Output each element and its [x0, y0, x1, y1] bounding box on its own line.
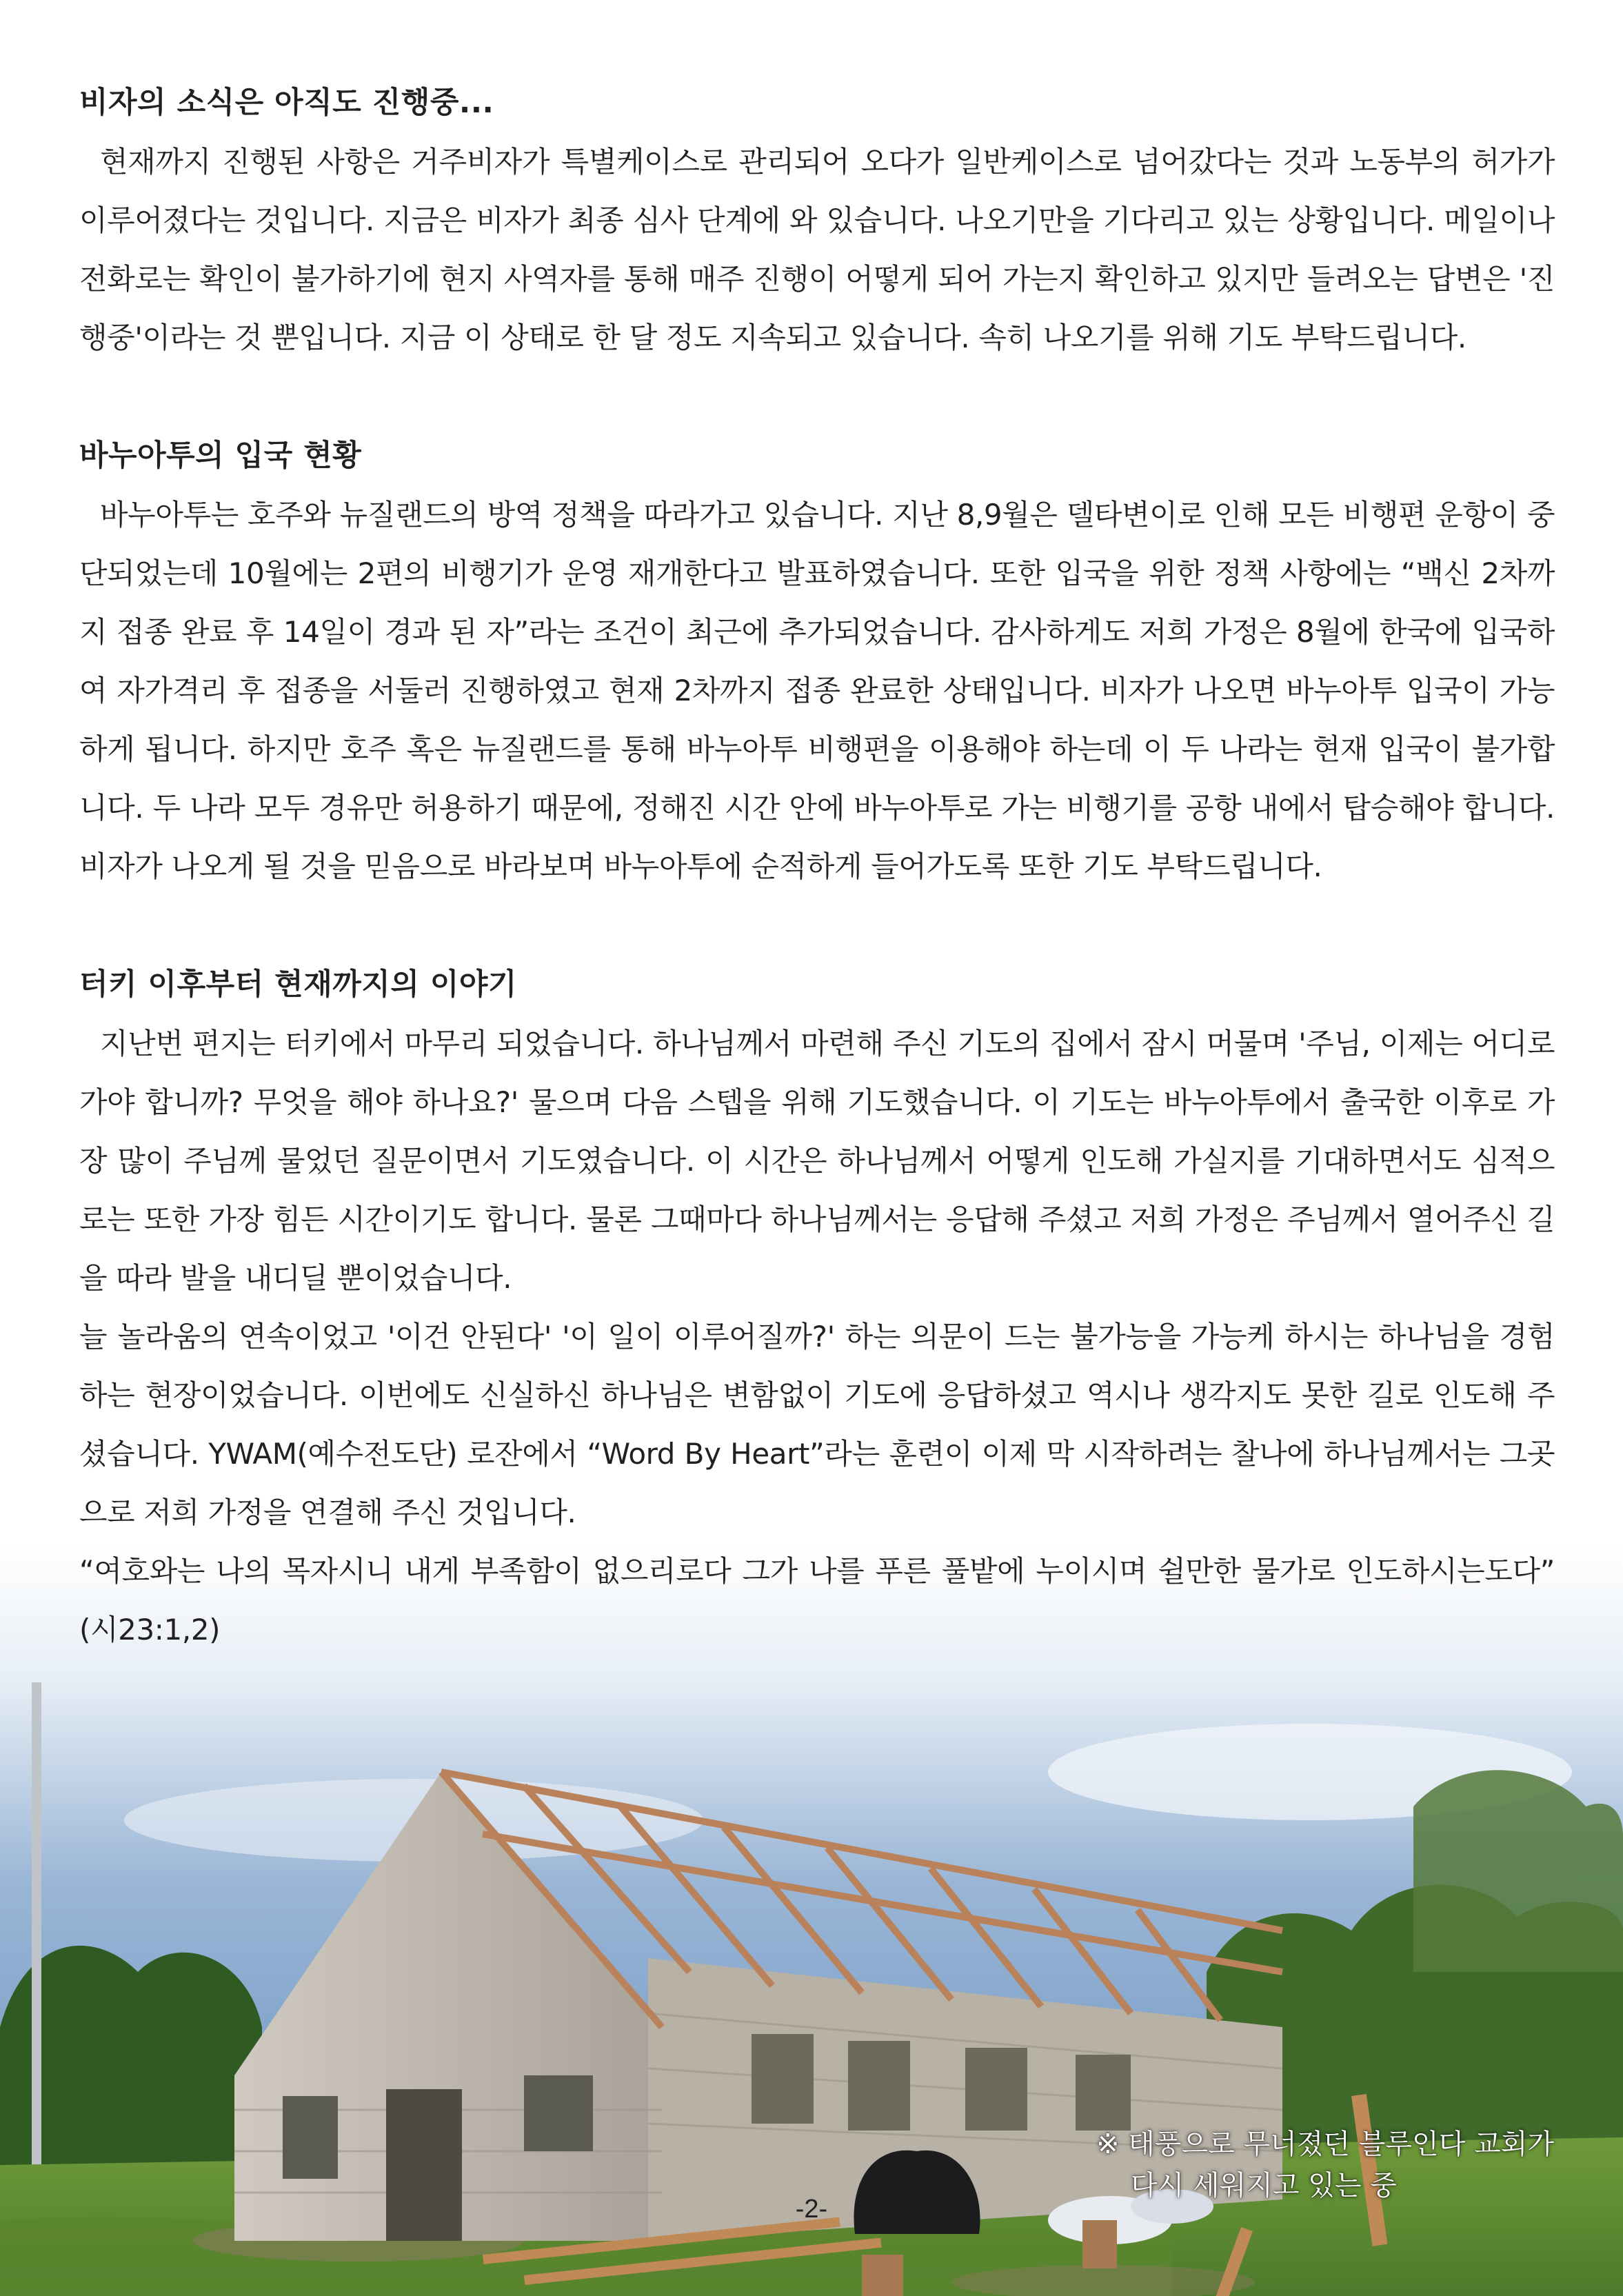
- paragraph: 현재까지 진행된 사항은 거주비자가 특별케이스로 관리되어 오다가 일반케이스로 넘어갔다는 것과 노동부의 허가가 이루어졌다는 것입니다. 지금은 비자가 최종 심사 단계에 와 있습니다. 나오기만을 기다리고 있는 상황입니다. 메일이나 전화로는 확인이 불가하기에 현지 사역자를 통해 매주 진행이 어떻게 되어 가는지 확인하고 있지만 들려오는 답변은 '진행중'이라는 것 뿐입니다. 지금 이 상태로 한 달 정도 지속되고 있습니다. 속히 나오기를 위해 기도 부탁드립니다.: [79, 145, 1555, 354]
- paragraph: 늘 놀라움의 연속이었고 '이건 안된다' '이 일이 이루어질까?' 하는 의문이 드는 불가능을 가능케 하시는 하나님을 경험하는 현장이었습니다. 이번에도 신실하신 하나님은 변함없이 기도에 응답하셨고 역시나 생각지도 못한 길로 인도해 주셨습니다. YWAM(예수전도단) 로잔에서 “Word By Heart”라는 훈련이 이제 막 시작하려는 찰나에 하나님께서는 그곳으로 저희 가정을 연결해 주신 것입니다.: [79, 1320, 1555, 1529]
- paragraph: 바누아투는 호주와 뉴질랜드의 방역 정책을 따라가고 있습니다. 지난 8,9월은 델타변이로 인해 모든 비행편 운항이 중단되었는데 10월에는 2편의 비행기가 운영 재개한다고 발표하였습니다. 또한 입국을 위한 정책 사항에는 “백신 2차까지 접종 완료 후 14일이 경과 된 자”라는 조건이 최근에 추가되었습니다. 감사하게도 저희 가정은 8월에 한국에 입국하여 자가격리 후 접종을 서둘러 진행하였고 현재 2차까지 접종 완료한 상태입니다. 비자가 나오면 바누아투 입국이 가능하게 됩니다. 하지만 호주 혹은 뉴질랜드를 통해 바누아투 비행편을 이용해야 하는데 이 두 나라는 현재 입국이 불가합니다. 두 나라 모두 경유만 허용하기 때문에, 정해진 시간 안에 바누아투로 가는 비행기를 공항 내에서 탑승해야 합니다. 비자가 나오게 될 것을 믿음으로 바라보며 바누아투에 순적하게 들어가도록 또한 기도 부탁드립니다.: [79, 498, 1555, 883]
- section-title: 터키 이후부터 현재까지의 이야기: [79, 967, 517, 1002]
- section-entry-status: [79, 434, 1555, 896]
- caption-line: 다시 세워지고 있는 중: [1131, 2170, 1397, 2202]
- caption-line: ※ 태풍으로 무너졌던 블루인다 교회가: [1096, 2128, 1554, 2160]
- section-story: [79, 963, 1555, 1659]
- page-number: -2-: [795, 2195, 828, 2224]
- letter-body: [79, 81, 1555, 1726]
- section-title: 바누아투의 입국 현황: [79, 439, 362, 473]
- paragraph: 지난번 편지는 터키에서 마무리 되었습니다. 하나님께서 마련해 주신 기도의 집에서 잠시 머물며 '주님, 이제는 어디로 가야 합니까? 무엇을 해야 하나요?' 물으며 다음 스텝을 위해 기도했습니다. 이 기도는 바누아투에서 출국한 이후로 가장 많이 주님께 물었던 질문이면서 기도였습니다. 이 시간은 하나님께서 어떻게 인도해 가실지를 기대하면서도 심적으로는 또한 가장 힘든 시간이기도 합니다. 물론 그때마다 하나님께서는 응답해 주셨고 저희 가정은 주님께서 열어주신 길을 따라 발을 내디딜 뿐이었습니다.: [79, 1027, 1555, 1295]
- bible-quote: “여호와는 나의 목자시니 내게 부족함이 없으리로다 그가 나를 푸른 풀밭에 누이시며 쉴만한 물가로 인도하시는도다” (시23:1,2): [79, 1554, 1555, 1647]
- photo-caption: [1096, 2124, 1554, 2206]
- section-title: 비자의 소식은 아직도 진행중...: [79, 85, 494, 120]
- section-visa: [79, 81, 1555, 367]
